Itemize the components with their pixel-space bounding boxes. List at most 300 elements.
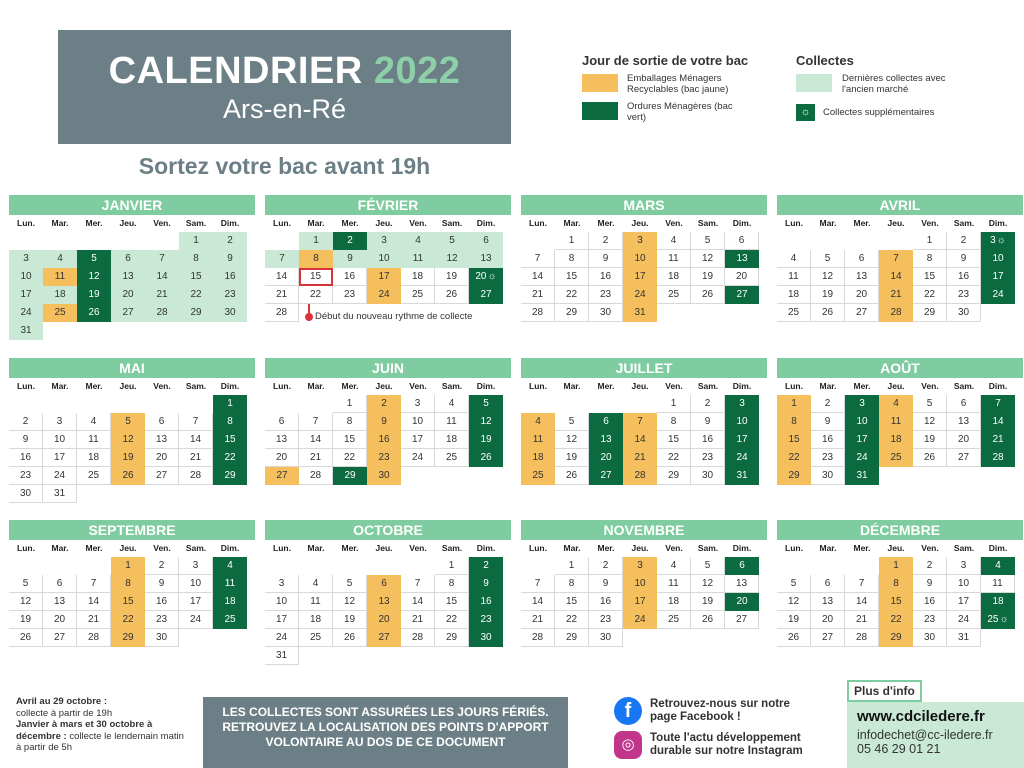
- weekday-label: Mar.: [819, 218, 837, 228]
- day-cell: 29: [179, 304, 213, 322]
- day-cell: 15: [555, 268, 589, 286]
- month-header: JUIN: [265, 358, 511, 378]
- weekday-label: Mar.: [819, 381, 837, 391]
- day-cell: 30: [589, 629, 623, 647]
- day-cell: 16: [589, 268, 623, 286]
- day-cell: 6: [725, 232, 759, 250]
- day-cell: 18: [213, 593, 247, 611]
- day-cell: 29: [333, 467, 367, 485]
- day-cell: 21: [77, 611, 111, 629]
- day-cell: 15: [913, 268, 947, 286]
- day-cell: 12: [333, 593, 367, 611]
- day-cell: 9: [589, 250, 623, 268]
- day-cell: 29: [435, 629, 469, 647]
- day-cell: 2: [333, 232, 367, 250]
- weekday-header: [521, 540, 767, 557]
- weekday-header: [9, 378, 255, 395]
- empty-cell: [43, 395, 77, 413]
- week-row: [777, 232, 1023, 250]
- day-cell: 11: [401, 250, 435, 268]
- weekday-label: Mer.: [85, 218, 103, 228]
- weekday-label: Sam.: [441, 218, 463, 228]
- weekday-header: [521, 378, 767, 395]
- day-cell: 16: [913, 593, 947, 611]
- day-cell: 4: [299, 575, 333, 593]
- day-cell: 2: [145, 557, 179, 575]
- day-cell: 14: [145, 268, 179, 286]
- day-cell: 17: [401, 431, 435, 449]
- day-cell: 1: [777, 395, 811, 413]
- weekday-label: Mar.: [307, 543, 325, 553]
- week-row: [777, 557, 1023, 575]
- day-cell: 30: [589, 304, 623, 322]
- week-row: [265, 268, 511, 286]
- weekday-label: Dim.: [220, 381, 240, 391]
- week-row: [521, 449, 767, 467]
- empty-cell: [777, 557, 811, 575]
- day-cell: 1: [299, 232, 333, 250]
- day-cell: 3: [845, 395, 879, 413]
- day-cell: 2: [589, 232, 623, 250]
- weekday-label: Jeu.: [631, 218, 649, 228]
- week-row: [521, 593, 767, 611]
- day-cell: 17: [725, 431, 759, 449]
- day-cell: 20☼: [469, 268, 503, 286]
- weekday-label: Dim.: [476, 381, 496, 391]
- day-cell: 14: [521, 593, 555, 611]
- day-cell: 26: [691, 611, 725, 629]
- title-prefix: CALENDRIER: [108, 50, 363, 92]
- day-cell: 24: [401, 449, 435, 467]
- day-cell: 8: [179, 250, 213, 268]
- day-cell: 10: [367, 250, 401, 268]
- day-cell: 8: [333, 413, 367, 431]
- empty-cell: [947, 467, 981, 485]
- day-cell: 13: [725, 250, 759, 268]
- weekday-label: Lun.: [17, 381, 35, 391]
- day-cell: 21: [265, 286, 299, 304]
- week-row: [777, 611, 1023, 629]
- day-cell: 22: [179, 286, 213, 304]
- day-cell: 12: [111, 431, 145, 449]
- week-row: [265, 629, 511, 647]
- empty-cell: [777, 232, 811, 250]
- day-cell: 19: [111, 449, 145, 467]
- day-cell: 3: [623, 557, 657, 575]
- week-row: [521, 232, 767, 250]
- empty-cell: [77, 322, 111, 340]
- day-cell: 21: [521, 611, 555, 629]
- week-row: [9, 449, 255, 467]
- week-row: [521, 575, 767, 593]
- week-row: [9, 593, 255, 611]
- day-cell: 24: [367, 286, 401, 304]
- weekday-label: Ven.: [921, 381, 939, 391]
- weekday-label: Mar.: [819, 543, 837, 553]
- day-cell: 24: [981, 286, 1015, 304]
- empty-cell: [367, 557, 401, 575]
- day-cell: 9: [213, 250, 247, 268]
- day-cell: 4: [43, 250, 77, 268]
- week-row: [777, 413, 1023, 431]
- month-block: [265, 195, 511, 322]
- day-cell: 23: [913, 611, 947, 629]
- week-row: [521, 629, 767, 647]
- empty-cell: [401, 647, 435, 665]
- month-block: [521, 358, 767, 485]
- week-row: [777, 268, 1023, 286]
- day-cell: 18: [401, 268, 435, 286]
- day-cell: 8: [913, 250, 947, 268]
- facebook-link[interactable]: [614, 697, 790, 725]
- day-cell: 23: [9, 467, 43, 485]
- week-row: [9, 431, 255, 449]
- day-cell: 13: [811, 593, 845, 611]
- day-cell: 28: [521, 304, 555, 322]
- day-cell: 13: [947, 413, 981, 431]
- day-cell: 6: [589, 413, 623, 431]
- day-cell: 19: [9, 611, 43, 629]
- day-cell: 1: [333, 395, 367, 413]
- weekday-label: Jeu.: [375, 381, 393, 391]
- week-row: [9, 322, 255, 340]
- day-cell: 5: [691, 232, 725, 250]
- day-cell: 7: [265, 250, 299, 268]
- day-cell: 3: [367, 232, 401, 250]
- day-cell: 18: [777, 286, 811, 304]
- weekday-header: [265, 540, 511, 557]
- town-name: Ars-en-Ré: [222, 94, 347, 124]
- month-header: MAI: [9, 358, 255, 378]
- day-cell: 20: [725, 268, 759, 286]
- day-cell: 26: [691, 286, 725, 304]
- facebook-icon: f: [614, 697, 642, 725]
- day-cell: 20: [367, 611, 401, 629]
- day-cell: 13: [111, 268, 145, 286]
- day-cell: 9: [691, 413, 725, 431]
- day-cell: 5: [811, 250, 845, 268]
- weekday-label: Mer.: [597, 381, 615, 391]
- day-cell: 27: [725, 286, 759, 304]
- day-cell: 28: [521, 629, 555, 647]
- day-cell: 25: [401, 286, 435, 304]
- day-cell: 27: [589, 467, 623, 485]
- day-cell: 14: [521, 268, 555, 286]
- day-cell: 20: [947, 431, 981, 449]
- day-cell: 6: [145, 413, 179, 431]
- day-cell: 15: [299, 268, 333, 286]
- day-cell: 11: [213, 575, 247, 593]
- day-cell: 23: [213, 286, 247, 304]
- contact-box: [847, 702, 1024, 768]
- day-cell: 12: [777, 593, 811, 611]
- day-cell: 8: [299, 250, 333, 268]
- empty-cell: [111, 485, 145, 503]
- empty-cell: [879, 232, 913, 250]
- day-cell: 11: [43, 268, 77, 286]
- day-cell: 30: [9, 485, 43, 503]
- day-cell: 6: [469, 232, 503, 250]
- day-cell: 17: [623, 593, 657, 611]
- day-cell: 25: [777, 304, 811, 322]
- day-cell: 28: [145, 304, 179, 322]
- day-cell: 1: [555, 232, 589, 250]
- day-cell: 7: [77, 575, 111, 593]
- week-row: [265, 232, 511, 250]
- legend-collectes-title: Collectes: [796, 53, 854, 68]
- day-cell: 30: [947, 304, 981, 322]
- weekday-label: Mer.: [853, 381, 871, 391]
- weekday-label: Sam.: [953, 543, 975, 553]
- day-cell: 25☼: [981, 611, 1015, 629]
- weekday-label: Mer.: [853, 543, 871, 553]
- day-cell: 25: [43, 304, 77, 322]
- day-cell: 27: [811, 629, 845, 647]
- empty-cell: [981, 304, 1015, 322]
- week-row: [265, 593, 511, 611]
- weekday-label: Mer.: [597, 218, 615, 228]
- day-cell: 16: [145, 593, 179, 611]
- weekday-label: Jeu.: [887, 543, 905, 553]
- day-cell: 30: [913, 629, 947, 647]
- day-cell: 9: [9, 431, 43, 449]
- day-cell: 24: [623, 286, 657, 304]
- weekday-label: Mar.: [51, 218, 69, 228]
- empty-cell: [333, 647, 367, 665]
- banner-line-1: LES COLLECTES SONT ASSURÉES LES JOURS FÉRIÉS.: [222, 705, 549, 719]
- day-cell: 15: [777, 431, 811, 449]
- day-cell: 10: [179, 575, 213, 593]
- day-cell: 19: [691, 268, 725, 286]
- day-cell: 6: [367, 575, 401, 593]
- day-cell: 3: [725, 395, 759, 413]
- week-row: [265, 413, 511, 431]
- day-cell: 25: [299, 629, 333, 647]
- week-row: [521, 268, 767, 286]
- weekday-label: Mar.: [307, 218, 325, 228]
- day-cell: 25: [435, 449, 469, 467]
- week-row: [265, 557, 511, 575]
- info-banner: [203, 697, 568, 768]
- day-cell: 16: [367, 431, 401, 449]
- week-row: [9, 232, 255, 250]
- website-link[interactable]: www.cdciledere.fr: [857, 708, 985, 725]
- day-cell: 12: [77, 268, 111, 286]
- day-cell: 14: [623, 431, 657, 449]
- day-cell: 28: [77, 629, 111, 647]
- weekday-label: Ven.: [665, 218, 683, 228]
- empty-cell: [77, 485, 111, 503]
- day-cell: 27: [43, 629, 77, 647]
- day-cell: 23: [367, 449, 401, 467]
- week-row: [9, 485, 255, 503]
- month-block: [777, 195, 1023, 322]
- empty-cell: [469, 647, 503, 665]
- day-cell: 8: [555, 250, 589, 268]
- weekday-header: [521, 215, 767, 232]
- day-cell: 14: [845, 593, 879, 611]
- day-cell: 18: [77, 449, 111, 467]
- day-cell: 22: [657, 449, 691, 467]
- weekday-label: Mar.: [51, 543, 69, 553]
- weekday-label: Mer.: [85, 543, 103, 553]
- empty-cell: [469, 304, 503, 322]
- weekday-label: Jeu.: [887, 218, 905, 228]
- week-row: [9, 629, 255, 647]
- day-cell: 26: [777, 629, 811, 647]
- day-cell: 24: [845, 449, 879, 467]
- day-cell: 8: [111, 575, 145, 593]
- day-cell: 5: [777, 575, 811, 593]
- day-cell: 27: [145, 467, 179, 485]
- day-cell: 9: [913, 575, 947, 593]
- weekday-label: Ven.: [409, 218, 427, 228]
- day-cell: 11: [777, 268, 811, 286]
- weekday-header: [9, 215, 255, 232]
- day-cell: 20: [725, 593, 759, 611]
- empty-cell: [521, 395, 555, 413]
- week-row: [9, 467, 255, 485]
- day-cell: 28: [981, 449, 1015, 467]
- day-cell: 29: [555, 304, 589, 322]
- day-cell: 7: [401, 575, 435, 593]
- weekday-label: Lun.: [529, 381, 547, 391]
- day-cell: 2: [691, 395, 725, 413]
- day-cell: 16: [213, 268, 247, 286]
- hours-label-1: Avril au 29 octobre :: [16, 696, 107, 707]
- weekday-label: Sam.: [185, 381, 207, 391]
- rythme-note: Début du nouveau rythme de collecte: [315, 311, 473, 322]
- day-cell: 12: [691, 575, 725, 593]
- day-cell: 30: [213, 304, 247, 322]
- day-cell: 17: [9, 286, 43, 304]
- weekday-label: Jeu.: [631, 381, 649, 391]
- day-cell: 18: [43, 286, 77, 304]
- week-row: [521, 250, 767, 268]
- empty-cell: [811, 232, 845, 250]
- month-header: DÉCEMBRE: [777, 520, 1023, 540]
- legend-supplementaires: Collectes supplémentaires: [823, 107, 935, 118]
- day-cell: 5: [333, 575, 367, 593]
- empty-cell: [657, 629, 691, 647]
- day-cell: 12: [555, 431, 589, 449]
- day-cell: 11: [299, 593, 333, 611]
- day-cell: 11: [879, 413, 913, 431]
- empty-cell: [213, 485, 247, 503]
- day-cell: 24: [43, 467, 77, 485]
- week-row: [521, 611, 767, 629]
- day-cell: 20: [145, 449, 179, 467]
- day-cell: 3☼: [981, 232, 1015, 250]
- day-cell: 17: [623, 268, 657, 286]
- day-cell: 3: [623, 232, 657, 250]
- weekday-label: Mer.: [341, 218, 359, 228]
- day-cell: 25: [521, 467, 555, 485]
- empty-cell: [9, 232, 43, 250]
- legend-sortie-title: Jour de sortie de votre bac: [582, 53, 749, 68]
- day-cell: 24: [623, 611, 657, 629]
- weekday-label: Jeu.: [119, 543, 137, 553]
- day-cell: 6: [845, 250, 879, 268]
- sun-icon: ☼: [796, 104, 815, 121]
- day-cell: 3: [947, 557, 981, 575]
- day-cell: 16: [469, 593, 503, 611]
- empty-cell: [435, 647, 469, 665]
- weekday-label: Mer.: [85, 381, 103, 391]
- week-row: [265, 611, 511, 629]
- weekday-label: Ven.: [921, 543, 939, 553]
- empty-cell: [179, 629, 213, 647]
- instagram-link[interactable]: [614, 731, 803, 759]
- day-cell: 27: [725, 611, 759, 629]
- day-cell: 9: [811, 413, 845, 431]
- calendar-title: [58, 50, 511, 92]
- day-cell: 19: [435, 268, 469, 286]
- day-cell: 2: [213, 232, 247, 250]
- month-block: [265, 358, 511, 485]
- day-cell: 14: [179, 431, 213, 449]
- day-cell: 6: [947, 395, 981, 413]
- empty-cell: [845, 232, 879, 250]
- day-cell: 3: [9, 250, 43, 268]
- day-cell: 15: [179, 268, 213, 286]
- empty-cell: [179, 322, 213, 340]
- day-cell: 22: [111, 611, 145, 629]
- empty-cell: [145, 322, 179, 340]
- day-cell: 21: [521, 286, 555, 304]
- sun-icon: ☼: [487, 271, 497, 282]
- week-row: [521, 557, 767, 575]
- empty-cell: [77, 232, 111, 250]
- empty-cell: [265, 232, 299, 250]
- day-cell: 10: [981, 250, 1015, 268]
- day-cell: 29: [213, 467, 247, 485]
- day-cell: 3: [43, 413, 77, 431]
- month-block: [521, 520, 767, 647]
- day-cell: 15: [657, 431, 691, 449]
- day-cell: 9: [469, 575, 503, 593]
- week-row: [521, 431, 767, 449]
- email-link[interactable]: infodechet@cc-iledere.fr: [857, 728, 993, 742]
- weekday-label: Lun.: [785, 381, 803, 391]
- day-cell: 29: [879, 629, 913, 647]
- legend-ordures: Ordures Ménagères (bac vert): [627, 101, 733, 123]
- day-cell: 15: [435, 593, 469, 611]
- empty-cell: [589, 395, 623, 413]
- day-cell: 25: [657, 611, 691, 629]
- day-cell: 20: [845, 286, 879, 304]
- day-cell: 23: [145, 611, 179, 629]
- day-cell: 31: [43, 485, 77, 503]
- day-cell: 7: [179, 413, 213, 431]
- empty-cell: [435, 467, 469, 485]
- weekday-label: Mar.: [563, 381, 581, 391]
- weekday-label: Dim.: [732, 381, 752, 391]
- legend-darkgreen-swatch: [582, 102, 618, 120]
- day-cell: 7: [521, 250, 555, 268]
- day-cell: 16: [333, 268, 367, 286]
- day-cell: 12: [435, 250, 469, 268]
- day-cell: 10: [725, 413, 759, 431]
- sun-icon: ☼: [999, 614, 1009, 625]
- day-cell: 16: [811, 431, 845, 449]
- weekday-label: Dim.: [220, 543, 240, 553]
- weekday-label: Sam.: [441, 381, 463, 391]
- empty-cell: [179, 485, 213, 503]
- day-cell: 18: [521, 449, 555, 467]
- day-cell: 24: [9, 304, 43, 322]
- weekday-label: Lun.: [273, 218, 291, 228]
